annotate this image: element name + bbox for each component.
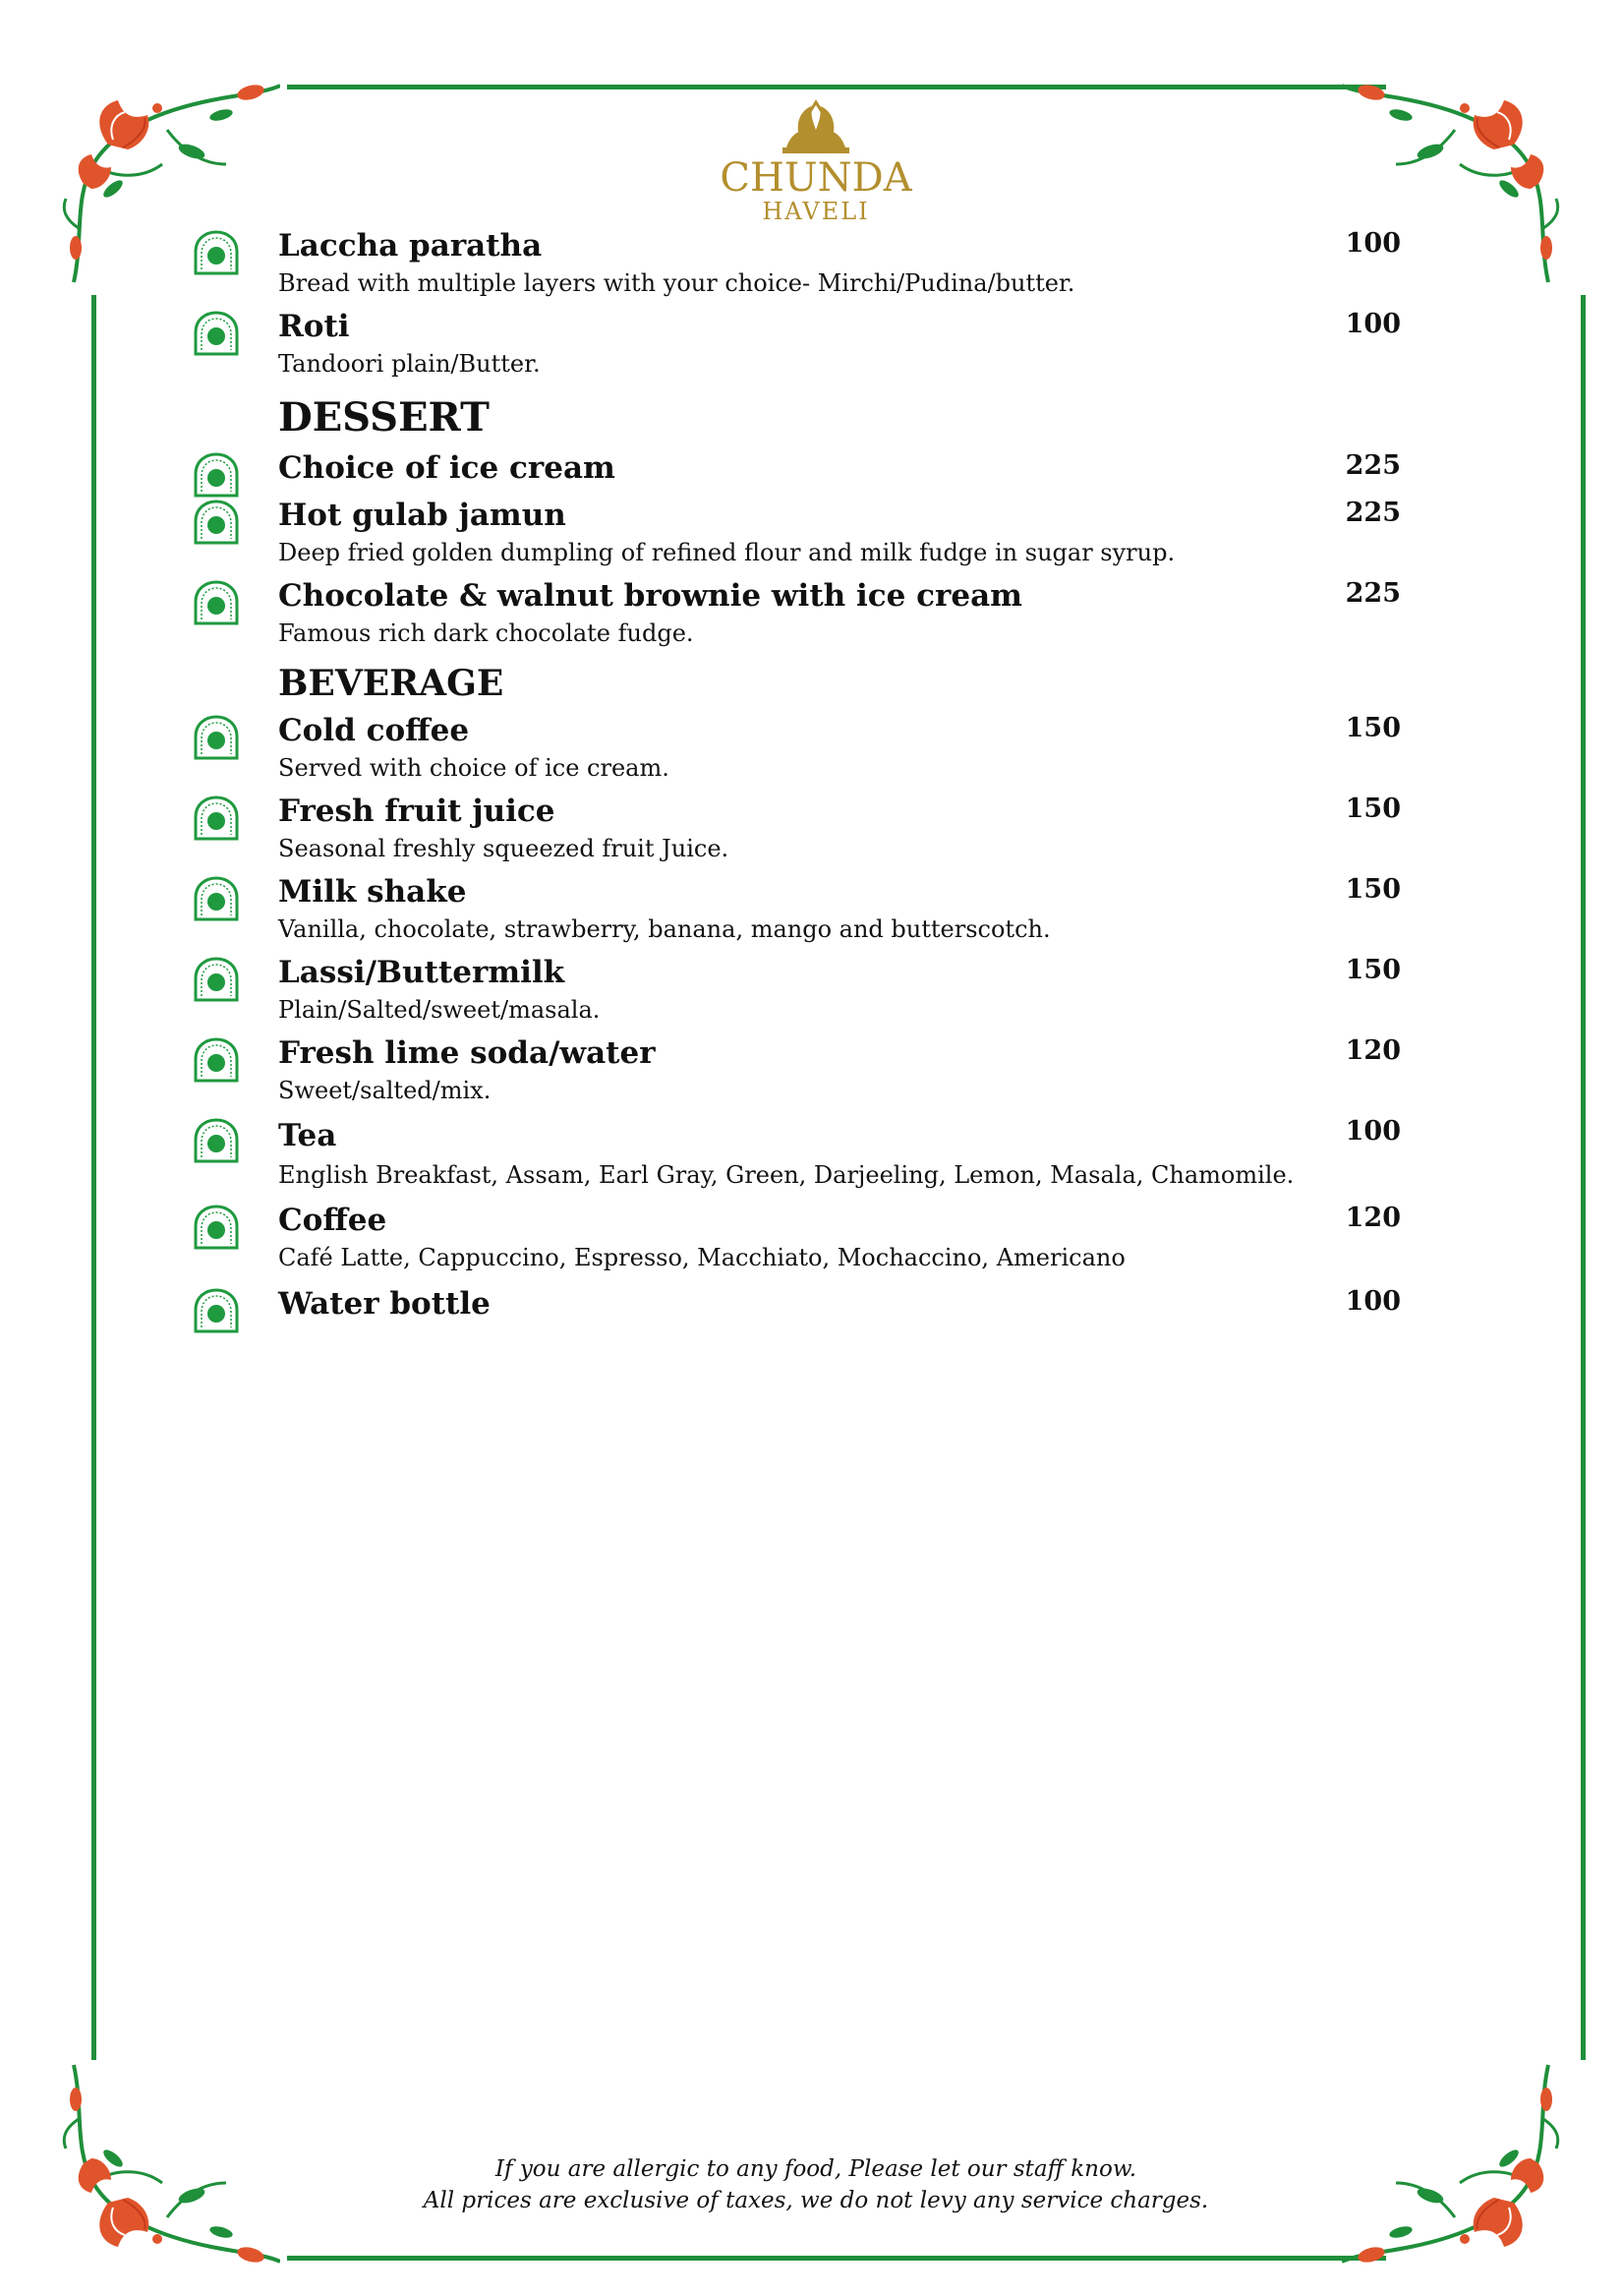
menu-item bbox=[192, 1033, 1416, 1114]
item-name: Fresh lime soda/water bbox=[278, 1035, 656, 1071]
item-name: Coffee bbox=[278, 1203, 387, 1238]
frame-bottom-border bbox=[287, 2256, 1386, 2261]
item-price: 120 bbox=[1345, 1035, 1401, 1066]
item-description: Bread with multiple layers with your choice- Mirchi/Pudina/butter. bbox=[278, 269, 1075, 297]
section-heading-beverage: BEVERAGE bbox=[278, 663, 504, 704]
veg-arch-icon bbox=[192, 580, 241, 625]
allergy-note: If you are allergic to any food, Please let our staff know. bbox=[494, 2156, 1137, 2182]
menu-item bbox=[192, 872, 1416, 953]
veg-arch-icon bbox=[192, 230, 241, 275]
item-description: Seasonal freshly squeezed fruit Juice. bbox=[278, 835, 729, 862]
item-price: 150 bbox=[1345, 794, 1401, 824]
veg-arch-icon bbox=[192, 715, 241, 760]
item-description: Served with choice of ice cream. bbox=[278, 754, 669, 782]
footer-notice bbox=[295, 2153, 1337, 2216]
veg-arch-icon bbox=[192, 1205, 241, 1250]
section-heading-dessert: DESSERT bbox=[278, 394, 490, 441]
veg-arch-icon bbox=[192, 1288, 241, 1333]
item-description: Sweet/salted/mix. bbox=[278, 1077, 492, 1104]
brand-name: CHUNDA bbox=[720, 155, 912, 201]
menu-item bbox=[192, 307, 1416, 387]
menu-item bbox=[192, 1201, 1416, 1284]
item-price: 225 bbox=[1345, 578, 1401, 609]
item-name: Choice of ice cream bbox=[278, 450, 615, 486]
frame-right-border bbox=[1581, 295, 1586, 2060]
item-name: Chocolate & walnut brownie with ice cream bbox=[278, 578, 1022, 614]
item-price: 100 bbox=[1345, 1286, 1401, 1317]
item-price: 100 bbox=[1345, 1116, 1401, 1147]
brand-logo bbox=[688, 98, 944, 224]
brand-subtitle: HAVELI bbox=[762, 198, 870, 225]
veg-arch-icon bbox=[192, 1118, 241, 1163]
menu-item bbox=[192, 711, 1416, 792]
menu-item bbox=[192, 448, 1416, 496]
veg-arch-icon bbox=[192, 1037, 241, 1083]
item-description: Vanilla, chocolate, strawberry, banana, mango and butterscotch. bbox=[278, 915, 1051, 943]
item-price: 150 bbox=[1345, 874, 1401, 905]
item-name: Milk shake bbox=[278, 874, 467, 910]
item-name: Laccha paratha bbox=[278, 228, 543, 264]
veg-arch-icon bbox=[192, 311, 241, 356]
veg-arch-icon bbox=[192, 876, 241, 921]
item-description: Deep fried golden dumpling of refined flour and milk fudge in sugar syrup. bbox=[278, 539, 1176, 566]
menu-item bbox=[192, 226, 1416, 307]
item-price: 150 bbox=[1345, 955, 1401, 985]
item-price: 100 bbox=[1345, 228, 1401, 259]
menu-item bbox=[192, 792, 1416, 872]
menu-item bbox=[192, 496, 1416, 576]
menu-item bbox=[192, 1114, 1416, 1201]
item-name: Hot gulab jamun bbox=[278, 498, 566, 533]
menu-list bbox=[192, 226, 1416, 1333]
veg-arch-icon bbox=[192, 795, 241, 841]
item-description: Café Latte, Cappuccino, Espresso, Macchiato, Mochaccino, Americano bbox=[278, 1244, 1126, 1271]
floral-corner-icon bbox=[54, 2050, 280, 2276]
item-price: 225 bbox=[1345, 498, 1401, 528]
veg-arch-icon bbox=[192, 957, 241, 1002]
item-name: Fresh fruit juice bbox=[278, 794, 555, 829]
frame-top-border bbox=[287, 85, 1386, 89]
item-price: 150 bbox=[1345, 713, 1401, 743]
tax-note: All prices are exclusive of taxes, we do not levy any service charges. bbox=[423, 2188, 1209, 2213]
menu-item bbox=[192, 953, 1416, 1033]
item-name: Cold coffee bbox=[278, 713, 470, 748]
item-price: 120 bbox=[1345, 1203, 1401, 1233]
item-description: Plain/Salted/sweet/masala. bbox=[278, 996, 601, 1024]
item-description: English Breakfast, Assam, Earl Gray, Green, Darjeeling, Lemon, Masala, Chamomile. bbox=[278, 1161, 1295, 1189]
veg-arch-icon bbox=[192, 452, 241, 498]
item-name: Roti bbox=[278, 309, 350, 344]
item-name: Tea bbox=[278, 1118, 337, 1153]
floral-corner-icon bbox=[1342, 2050, 1568, 2276]
menu-item bbox=[192, 1284, 1416, 1333]
veg-arch-icon bbox=[192, 500, 241, 545]
item-price: 100 bbox=[1345, 309, 1401, 339]
frame-left-border bbox=[91, 295, 96, 2060]
crown-emblem-icon bbox=[777, 98, 855, 157]
item-name: Lassi/Buttermilk bbox=[278, 955, 565, 990]
item-description: Tandoori plain/Butter. bbox=[278, 350, 541, 378]
menu-item bbox=[192, 576, 1416, 657]
item-name: Water bottle bbox=[278, 1286, 491, 1322]
item-description: Famous rich dark chocolate fudge. bbox=[278, 619, 694, 647]
item-price: 225 bbox=[1345, 450, 1401, 481]
